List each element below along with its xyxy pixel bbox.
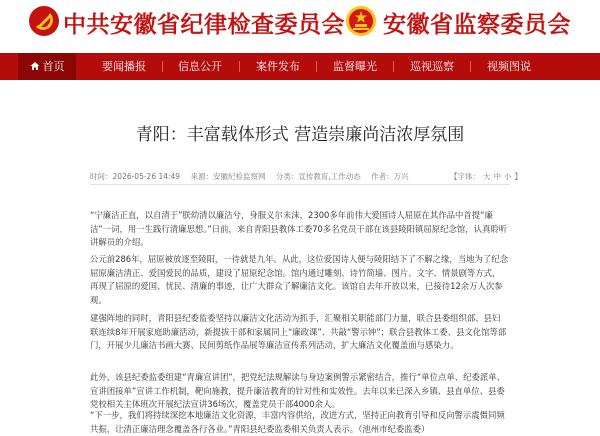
article-paragraph: 此外，该县纪委监委组建“青廉宣讲团”，把党纪法规解读与身边案例警示紧密结合，推行“单位点单、纪委派单、宣讲团接单”宣讲工作机制，靶向施教，提升廉洁教育的针对性和实效性。去年以来已深入乡镇、县直单位、县委党校相关主体班次开展纪法宣讲36场次，覆盖党员干部4000余人。 (90, 372, 506, 409)
supervision-title: 安徽省监察委员会 (383, 11, 571, 38)
nav-item-home[interactable] (18, 53, 76, 80)
nav-item-inspection[interactable]: 巡视巡察 (410, 60, 454, 73)
article-paragraph: 公元前286年，屈原被放逐至陵阳，一待就是九年。从此，这位爱国诗人便与陵阳结下了不解之缘，当地为了纪念屈原廉洁清正、爱国爱民的品质，建设了屈原纪念馆。馆内通过雕刻、诗竹简墙、图片、文字、情景剧等方式，再现了屈原的爱国、忧民、清廉的事迹，让广大群众了解廉洁文化。该馆自去年开放以来，已接待12余万人次参观。 (90, 254, 508, 305)
article-title: 青阳：丰富载体形式 营造崇廉尚洁浓厚氛围 (135, 125, 465, 145)
nav-item-news[interactable]: 要闻播报 (102, 60, 146, 73)
nav-divider (470, 61, 471, 72)
commission-title: 中共安徽省纪律检查委员会 (63, 11, 345, 38)
nav-item-label: 首页 (42, 60, 65, 73)
site-header (0, 0, 600, 52)
nav-item-exposure[interactable]: 监督曝光 (333, 60, 377, 73)
nav-item-video[interactable]: 视频图说 (487, 60, 531, 73)
article-source: 来源：安徽纪检监察网 (190, 172, 266, 181)
party-emblem-icon (28, 5, 60, 37)
nav-divider (393, 61, 394, 72)
main-nav (0, 53, 600, 80)
home-icon (30, 61, 40, 71)
article-paragraph: “宁廉洁正直，以自清于”朕幼清以廉洁兮，身服义尔未沫，2300多年前伟大爱国诗人屈原在其作品中首提“廉洁”一词，用一生践行清廉思想。”日前，来自青阳县教体工委70多名党员干部在该县陵阳镇屈原纪念馆，认真聆听讲解员的介绍。 (90, 210, 508, 247)
article-paragraph: 建强阵地的同时，青阳县纪委监委坚持以廉洁文化活动为抓手，汇聚相关职能部门力量，联合县委组织部、县妇联连续8年开展家庭助廉活动，新提拔干部和家属同上“廉政课”、共敲“警示钟”；联合县教体工委、县文化馆等部门，开展少儿廉洁书画大赛、民间剪纸作品展等廉洁宣传系列活动，扩大廉洁文化覆盖面与感染力。 (90, 313, 507, 350)
font-large-button[interactable]: 大 (483, 172, 491, 181)
font-small-button[interactable]: 小 (504, 172, 512, 181)
article-category: 分类：宣传教育,工作动态 (275, 172, 361, 181)
article-author: 作者：万兴 (371, 172, 409, 181)
nav-item-cases[interactable]: 案件发布 (256, 60, 300, 73)
font-medium-button[interactable]: 中 (493, 172, 501, 181)
nav-divider (162, 61, 163, 72)
meta-divider (90, 184, 510, 185)
article-time: 时间：2026-05-26 14:49 (90, 172, 181, 181)
nav-divider (316, 61, 317, 72)
nav-divider (239, 61, 240, 72)
font-size-close: 】 (514, 172, 522, 181)
national-emblem-icon (345, 5, 377, 37)
font-size-label: 【字体： (450, 172, 480, 181)
article-paragraph: “下一步，我们将持续深挖本地廉洁文化资源，丰富内容供给，改进方式，坚持正向教育引导和反向警示震慑同频共振，让清正廉洁理念覆盖各行各业。”青阳县纪委监委相关负责人表示。（池州市纪委监委） (90, 410, 505, 434)
nav-item-disclosure[interactable]: 信息公开 (178, 60, 222, 73)
article-meta (90, 171, 417, 182)
font-size-switcher (450, 171, 525, 182)
